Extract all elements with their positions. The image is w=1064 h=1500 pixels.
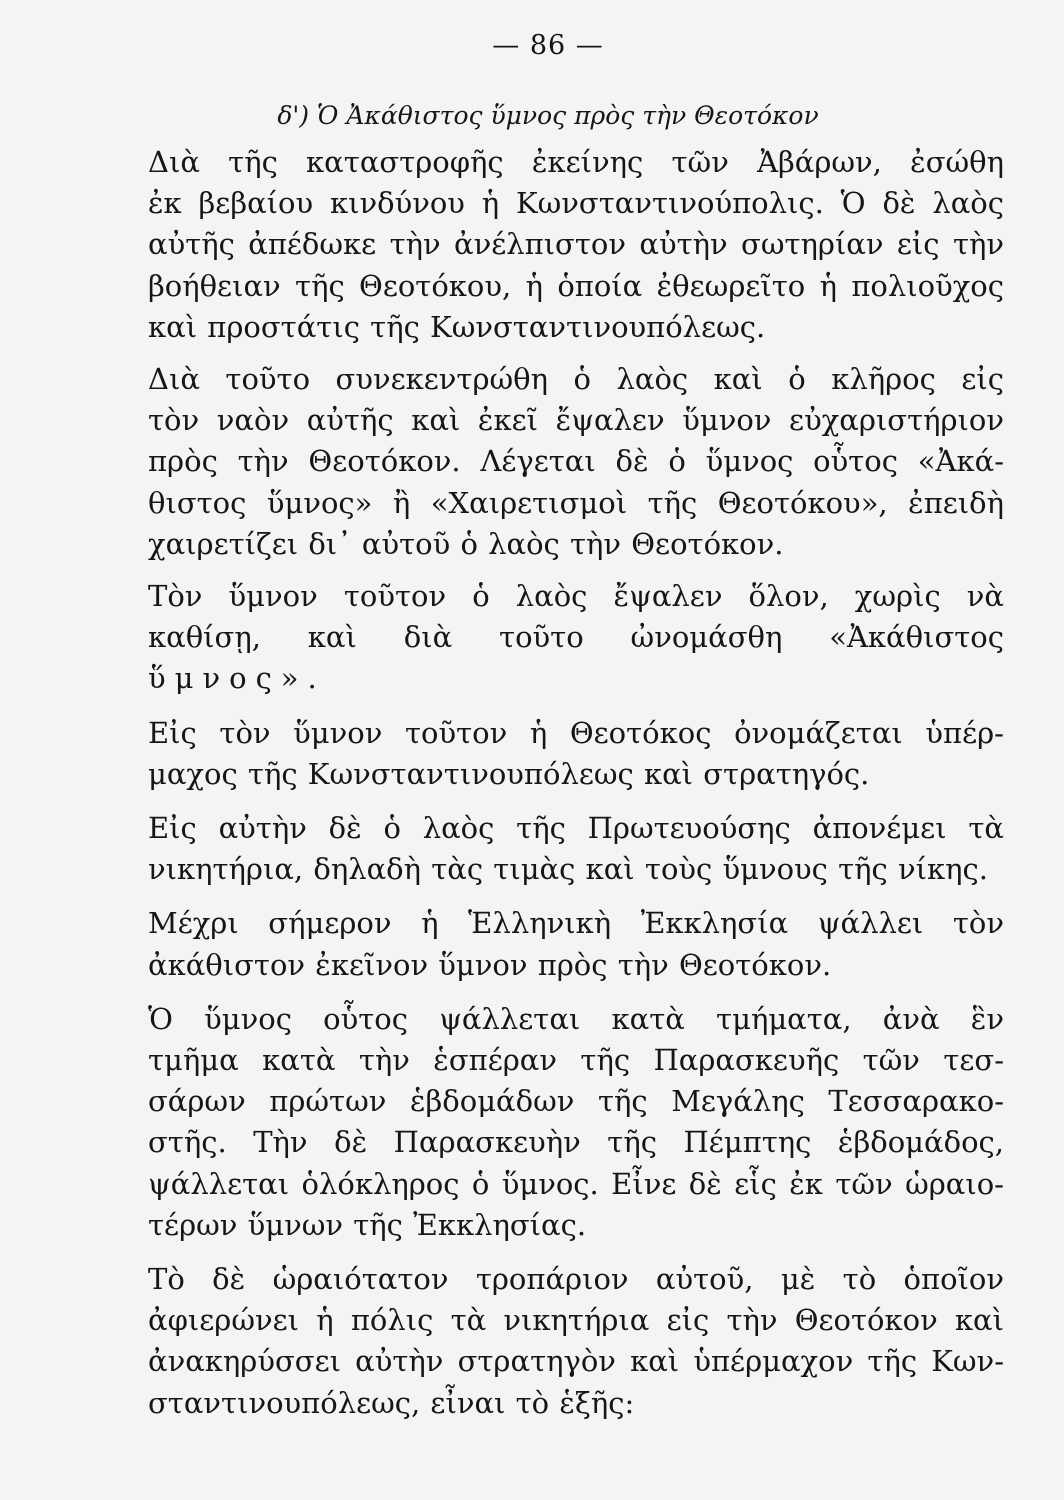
text-line: τέρων ὕμνων τῆς Ἐκκλησίας.: [148, 1207, 587, 1242]
text-line: ἀφιερώνει ἡ πόλις τὰ νικητήρια εἰς τὴν Θεοτόκον καὶ: [148, 1303, 1004, 1338]
section-heading: δ') Ὁ Ἀκάθιστος ὕμνος πρὸς τὴν Θεοτόκον: [277, 101, 819, 130]
paragraph-1: [108, 142, 1004, 348]
paragraph-3: [108, 576, 1004, 700]
text-line: ὕμνος».: [148, 661, 326, 696]
paragraph-5: [108, 808, 1004, 890]
text-line: αὐτῆς ἀπέδωκε τὴν ἀνέλπιστον αὐτὴν σωτηρίαν εἰς τὴν: [148, 227, 1004, 262]
text-line: πρὸς τὴν Θεοτόκον. Λέγεται δὲ ὁ ὕμνος οὗτος «Ἀκά-: [148, 444, 1004, 479]
paragraph-2: [108, 359, 1004, 565]
paragraph-6: [108, 903, 1004, 985]
text-line: Τὸ δὲ ὡραιότατον τροπάριον αὐτοῦ, μὲ τὸ ὁποῖον: [148, 1262, 1004, 1297]
paragraph-8: [108, 1259, 1004, 1424]
text-line: χαιρετίζει δι᾿ αὐτοῦ ὁ λαὸς τὴν Θεοτόκον.: [148, 526, 784, 561]
text-line: τὸν ναὸν αὐτῆς καὶ ἐκεῖ ἔψαλεν ὕμνον εὐχαριστήριον: [148, 403, 1004, 438]
paragraph-4: [108, 713, 1004, 795]
text-line: ἀνακηρύσσει αὐτὴν στρατηγὸν καὶ ὑπέρμαχον τῆς Κων-: [148, 1344, 1004, 1379]
text-line: Ὁ ὕμνος οὗτος ψάλλεται κατὰ τμήματα, ἀνὰ ἓν: [148, 1001, 1004, 1036]
text-line: σάρων πρώτων ἑβδομάδων τῆς Μεγάλης Τεσσαρακο-: [148, 1084, 1004, 1119]
text-line: βοήθειαν τῆς Θεοτόκου, ἡ ὁποία ἐθεωρεῖτο ἡ πολιοῦχος: [148, 268, 1004, 303]
page-number: — 86 —: [492, 30, 604, 61]
text-line: Διὰ τῆς καταστροφῆς ἐκείνης τῶν Ἀβάρων, ἐσώθη: [148, 145, 1004, 179]
paragraph-7: [108, 999, 1004, 1246]
text-line: ψάλλεται ὁλόκληρος ὁ ὕμνος. Εἶνε δὲ εἷς ἐκ τῶν ὡραιο-: [148, 1166, 1004, 1201]
text-line: καὶ προστάτις τῆς Κωνσταντινουπόλεως.: [148, 309, 766, 344]
text-line: Εἰς τὸν ὕμνον τοῦτον ἡ Θεοτόκος ὀνομάζεται ὑπέρ-: [148, 715, 1004, 750]
text-line: Διὰ τοῦτο συνεκεντρώθη ὁ λαὸς καὶ ὁ κλῆρος εἰς: [148, 362, 1004, 397]
text-line: νικητήρια, δηλαδὴ τὰς τιμὰς καὶ τοὺς ὕμνους τῆς νίκης.: [148, 852, 988, 887]
text-line: σταντινουπόλεως, εἶναι τὸ ἑξῆς:: [148, 1385, 635, 1420]
text-line: Τὸν ὕμνον τοῦτον ὁ λαὸς ἔψαλεν ὅλον, χωρὶς νὰ: [148, 579, 1004, 614]
text-line: Μέχρι σήμερον ἡ Ἑλληνικὴ Ἐκκλησία ψάλλει τὸν: [148, 906, 1004, 941]
text-line: ἐκ βεβαίου κινδύνου ἡ Κωνσταντινούπολις. Ὁ δὲ λαὸς: [148, 186, 1004, 221]
text-line: στῆς. Τὴν δὲ Παρασκευὴν τῆς Πέμπτης ἑβδομάδος,: [148, 1125, 1004, 1160]
book-page: [108, 30, 1004, 1480]
text-line: μαχος τῆς Κωνσταντινουπόλεως καὶ στρατηγός.: [148, 756, 870, 791]
text-line: τμῆμα κατὰ τὴν ἑσπέραν τῆς Παρασκευῆς τῶν τεσ-: [148, 1043, 1004, 1078]
text-line: θιστος ὕμνος» ἢ «Χαιρετισμοὶ τῆς Θεοτόκου», ἐπειδὴ: [148, 485, 1004, 520]
text-line: καθίσῃ, καὶ διὰ τοῦτο ὠνομάσθη «Ἀκάθιστος: [148, 620, 1004, 655]
text-line: Εἰς αὐτὴν δὲ ὁ λαὸς τῆς Πρωτευούσης ἀπονέμει τὰ: [148, 811, 1004, 846]
text-line: ἀκάθιστον ἐκεῖνον ὕμνον πρὸς τὴν Θεοτόκον.: [148, 947, 832, 982]
